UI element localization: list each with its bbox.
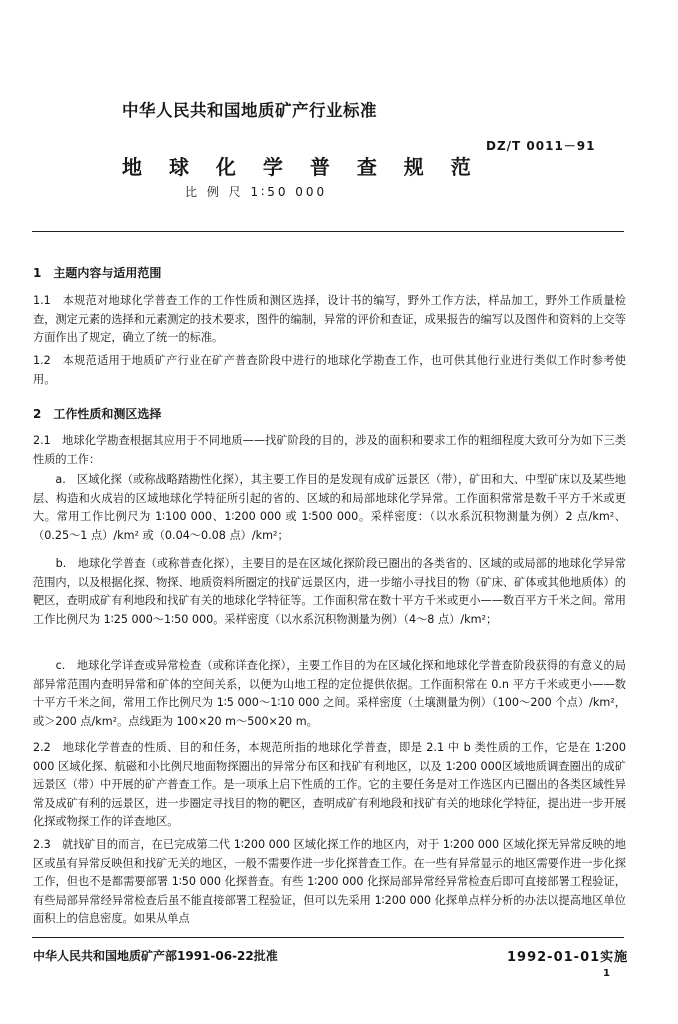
approval-line: 中华人民共和国地质矿产部1991-06-22批准 bbox=[33, 949, 278, 963]
paragraph: b. 地球化学普查（或称普查化探），主要目的是在区域化探阶段已圈出的各类省的、区域的或局部的地球化学异常范围内，以及根据化探、物探、地质资料所圈定的找矿远景区内，进一步缩小寻找目的物（矿床、矿体或其他地质体）的靶区，查明成矿有利地段和找矿有关的地球化学特征等。工作面积常在数十平方千米或更小——数百平方千米之间。常用工作比例尺为 1∶25 000～1∶50 000。采样密度（以水系沉积物测量为例）（4～8 点）/km²； bbox=[33, 557, 626, 626]
document-title: 地 球 化 学 普 查 规 范 bbox=[122, 155, 481, 179]
paragraph: 1.1 本规范对地球化学普查工作的工作性质和测区选择，设计书的编写，野外工作方法，样品加工，野外工作质量检查，测定元素的选择和元素测定的技术要求，图件的编制，异常的评价和查证，成果报告的编写以及图件和资料的上交等方面作出了规定，确立了统一的标准。 bbox=[33, 294, 626, 345]
paragraph: 2.2 地球化学普查的性质、目的和任务，本规范所指的地球化学普查，即是 2.1 中 b 类性质的工作，它是在 1∶200 000 区域化探、航磁和小比例尺地面物探圈出的异常分布区和找矿有利地区，以及 1∶200 000区域地质调查圈出的成矿远景区（带）中开展的矿产普查工作。是一项承上启下性质的工作。它的主要任务是对工作选区内已圈出的各类区域性异常及成矿有利的远景区，进一步圈定寻找目的物的靶区，查明成矿有利地段和找矿有关的地球化学特征，提出进一步开展化探或物探工作的详查地区。 bbox=[33, 741, 626, 829]
standard-code: DZ/T 0011－91 bbox=[486, 139, 596, 153]
header-divider bbox=[32, 231, 624, 232]
section-heading: 2 工作性质和测区选择 bbox=[33, 407, 162, 421]
page-number: 1 bbox=[603, 968, 610, 979]
paragraph: a. 区域化探（或称战略踏勘性化探），其主要工作目的是发现有成矿远景区（带），矿田和大、中型矿床以及某些地层、构造和火成岩的区域地球化学特征所引起的省的、区域的和局部地球化学异常。工作面积常常是数千平方千米或更大。常用工作比例尺为 1∶100 000、1∶200 000 或 1∶500 000。采样密度：（以水系沉积物测量为例）2 点/km²、（0.25～1 点）/km² 或（0.04～0.08 点）/km²； bbox=[33, 473, 626, 542]
section-heading: 1 主题内容与适用范围 bbox=[33, 266, 162, 280]
scale-subtitle: 比 例 尺 1∶50 000 bbox=[185, 185, 328, 199]
paragraph: 1.2 本规范适用于地质矿产行业在矿产普查阶段中进行的地球化学勘查工作，也可供其他行业进行类似工作时参考使用。 bbox=[33, 354, 626, 386]
footer-divider bbox=[32, 937, 624, 938]
paragraph: 2.1 地球化学勘查根据其应用于不同地质——找矿阶段的目的，涉及的面积和要求工作的粗细程度大致可分为如下三类性质的工作： bbox=[33, 434, 626, 466]
issuing-body-title: 中华人民共和国地质矿产行业标准 bbox=[122, 101, 377, 120]
paragraph: c. 地球化学详查或异常检查（或称详查化探），主要工作目的为在区域化探和地球化学普查阶段获得的有意义的局部异常范围内查明异常和矿体的空间关系，以便为山地工程的定位提供依据。工作面积常在 0.n 平方千米或更小——数十平方千米之间，常用工作比例尺为 1∶5 000～1∶10 000 之间。采样密度（土壤测量为例）（100～200 个点）/km²，或＞200 点/km²。点线距为 100×20 m～500×20 m。 bbox=[33, 659, 626, 728]
effective-date: 1992-01-01实施 bbox=[507, 950, 629, 965]
paragraph: 2.3 就找矿目的而言，在已完成第二代 1∶200 000 区域化探工作的地区内，对于 1∶200 000 区域化探无异常反映的地区或虽有异常反映但和找矿无关的地区，一般不需要作进一步化探普查工作。在一些有异常显示的地区需要作进一步化探工作，但也不是都需要部署 1∶50 000 化探普查。有些 1∶200 000 化探局部异常经异常检查后即可直接部署工程验证，有些局部异常经异常检查后虽不能直接部署工程验证，但可以先采用 1∶200 000 化探单点样分析的办法以提高地区单位面积上的信息密度。如果从单点 bbox=[33, 838, 626, 926]
